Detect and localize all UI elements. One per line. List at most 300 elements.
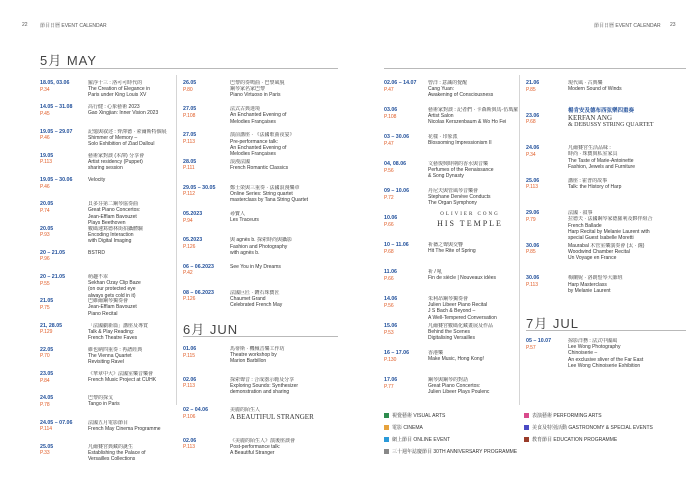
event-date: 24.05 [40, 395, 54, 402]
event-description [428, 242, 518, 254]
event-page-ref: P.113 [526, 184, 539, 191]
month-jun: 6月 JUN [183, 322, 239, 337]
event-page-ref: P.96 [40, 256, 50, 263]
event-date: 23.06 [526, 112, 540, 119]
event-description-line: The Vienna Quartet [88, 352, 132, 359]
event-entry [384, 377, 397, 390]
event-entry [183, 290, 214, 303]
event-description [428, 296, 518, 321]
event-date: 19.05 – 30.06 [40, 177, 73, 183]
event-page-ref: P.75 [40, 304, 50, 311]
event-date: 18.05, 03.06 [40, 80, 70, 86]
event-description-line: 梅蘭妮 · 洛朗豎琴大師班 [568, 275, 623, 282]
event-description-line: Chinoiserie – [568, 350, 598, 357]
event-description-line: Fashion and Photography [230, 243, 288, 250]
event-description [88, 201, 173, 226]
event-date: 30.06 [526, 242, 540, 249]
event-page-ref: P.108 [384, 113, 397, 120]
event-description [428, 377, 518, 396]
event-description [568, 210, 686, 241]
event-description-line: 貝多芬第二鋼琴協奏曲 [88, 201, 139, 208]
event-description [88, 444, 173, 463]
event-description-line: A Well-Tempered Conversation [428, 314, 497, 321]
event-entry [40, 347, 53, 360]
event-description-line: The Organ Symphony [428, 200, 477, 207]
event-description [230, 211, 335, 223]
jun-rule [183, 336, 338, 337]
event-date: 25.06 [526, 177, 540, 184]
event-date: 27.05 [183, 106, 197, 113]
event-description [88, 420, 173, 432]
event-entry [384, 242, 409, 255]
legend-performing-arts: 表演藝術 PERFORMING ARTS [524, 412, 602, 419]
event-entry [526, 243, 539, 256]
event-page-ref: P.129 [40, 329, 53, 335]
event-date: 29.05 – 30.05 [183, 184, 216, 191]
event-description-line: J S Bach & Beyond – [428, 308, 476, 315]
jul-rule [526, 330, 686, 331]
event-description-line: Stephane Denève Conducts [428, 194, 491, 201]
event-description-line: Maurabal 木管室樂演奏會 (太 · 鐘) [568, 242, 645, 249]
event-description-line: Marion Barbillon [230, 358, 267, 365]
event-description [568, 275, 686, 294]
event-description-line: Jean-Efflam Bavouzet [88, 304, 137, 311]
event-date: 02 – 04.06 [183, 407, 209, 413]
event-page-ref: P.126 [183, 243, 196, 250]
event-description-line: 法國巨匠 · 鑽石珠寶匠 [230, 289, 280, 296]
event-page-ref: P.74 [40, 207, 50, 214]
legend-visual-arts: 視覺藝術 VISUAL ARTS [384, 412, 445, 419]
event-description-line: Nicolas Kerszenbaum & Wo Ho Fei [428, 119, 507, 126]
event-description-line: 凡爾賽宮數碼化藏畫展及作品 [428, 323, 494, 329]
event-description-line: Melodies Françaises [230, 151, 276, 158]
event-description [428, 134, 518, 146]
header-title-left: 節目日曆 EVENT CALENDAR [40, 23, 107, 29]
event-description-line: Behind the Scenes [428, 329, 470, 336]
event-entry [384, 350, 409, 363]
event-entry [526, 338, 551, 351]
event-description-line: Velocity [88, 177, 106, 183]
event-date: 06 – 06.2023 [183, 263, 214, 270]
event-page-ref: P.68 [526, 119, 536, 126]
event-date: 03 – 30.06 [384, 134, 410, 140]
event-description [230, 290, 335, 309]
event-description-line: The Creation of Elegance in [88, 86, 150, 93]
event-description-line: 凡爾賽宮典藏的誕生 [88, 443, 134, 450]
visual-arts-icon [384, 413, 389, 418]
legend-cinema: 電影 CINEMA [384, 424, 423, 431]
event-date: 21.06 [526, 80, 540, 86]
event-page-ref: P.113 [40, 159, 53, 166]
event-entry [384, 215, 397, 228]
event-description-line: An Enchanted Evening of [230, 144, 287, 151]
event-page-ref: P.93 [40, 232, 50, 238]
cinema-icon [384, 425, 389, 430]
event-description-line: 鋼琴與鋼琴的對話 [428, 377, 469, 383]
event-entry [183, 185, 215, 198]
event-description-line: Post-performance talk: [230, 443, 281, 450]
event-date: 30.06 [526, 275, 540, 282]
event-page-ref: P.42 [183, 270, 193, 277]
legend-gastronomy: 美食及特別活動 GASTRONOMY & SPECIAL EVENTS [524, 424, 653, 431]
event-description-line: Lee Wong Photography [568, 344, 621, 351]
event-description-line: Lee Wong Chinoiserie Exhibition [568, 362, 641, 369]
event-entry [183, 264, 214, 277]
event-description [88, 226, 173, 245]
event-entry [40, 298, 53, 311]
event-description-line: sharing session [88, 165, 123, 172]
event-description [88, 153, 173, 172]
event-description [88, 298, 173, 317]
event-page-ref: P.80 [183, 86, 193, 93]
event-description-line: with Digital Imaging [88, 237, 132, 244]
event-entry [183, 106, 196, 119]
event-description-line: 維也納四重奏 : 再譜經典 [88, 346, 143, 353]
event-entry [183, 80, 196, 93]
event-description-line: Artist residency (Puppet) [88, 158, 143, 165]
event-entry [526, 275, 539, 288]
event-entry [526, 178, 539, 191]
event-page-ref: P.56 [384, 302, 394, 309]
event-description [88, 250, 173, 256]
event-description [88, 177, 173, 183]
event-description-line: Digitalising Versailles [428, 335, 475, 342]
event-description [88, 274, 173, 299]
event-entry [183, 159, 196, 172]
page-number-left: 22 [22, 22, 28, 28]
event-description-line: masterclass by Tana String Quartet [230, 197, 308, 204]
event-description-line: 時尚 · 珠寶與私室家具 [568, 151, 618, 158]
event-page-ref: P.46 [40, 135, 50, 141]
event-description-line: Julien Libeer Plays Poulenc [428, 389, 490, 396]
event-date: 19.05 – 29.07 [40, 128, 73, 135]
event-entry [526, 145, 539, 158]
event-description-line: 巴維爾鋼琴獨奏會 [88, 298, 129, 305]
month-jul: 7月 JUL [526, 316, 579, 331]
event-description-line: 文藝復興時期的香水與音樂 [428, 161, 489, 167]
event-page-ref: P.114 [40, 426, 53, 432]
event-description-line: Piano Recital [88, 310, 118, 317]
event-title-logo: A BEAUTIFUL STRANGER [230, 413, 314, 422]
event-description-line: 鋼琴家名家巴黎 [230, 86, 266, 93]
event-description-line: 高行健 : 心象藝術 2023 [88, 104, 140, 111]
event-description-line: 演前講座 · 《法國歌曲夜宴》 [230, 132, 295, 139]
event-description-line: 《華章中大》法國室樂音樂會 [88, 371, 154, 377]
event-date: 14.05 – 31.08 [40, 104, 73, 111]
event-entry [384, 107, 397, 120]
event-date: 10.06 [384, 215, 398, 221]
event-description [568, 178, 686, 190]
event-description [568, 145, 686, 170]
event-date: 01.06 [183, 346, 197, 352]
event-description [230, 132, 335, 157]
event-description [230, 185, 335, 204]
event-entry [526, 210, 539, 223]
event-description-line: Online Series: String quartet [230, 191, 293, 198]
event-date: 05 – 10.07 [526, 338, 552, 344]
event-description-line: Hit The Rite of Spring [428, 248, 476, 255]
event-page-ref: P.79 [526, 216, 536, 223]
month-may: 5月 MAY [40, 53, 98, 68]
event-entry [183, 407, 208, 420]
event-entry [384, 134, 409, 147]
event-description-line: The Taste of Marie-Antoinette [568, 157, 634, 164]
event-page-ref: P.78 [40, 401, 50, 408]
event-entry [384, 188, 409, 201]
event-description-line: by Melanie Laurent [568, 287, 611, 294]
event-description-line: 祈 / 吼 [428, 269, 443, 275]
event-description-line: French Romantic Classics [230, 164, 289, 171]
event-entry [183, 346, 196, 359]
event-description-line: Les Traceurs [230, 217, 259, 224]
event-page-ref: P.68 [384, 248, 394, 255]
event-entry [526, 80, 539, 93]
event-entry [40, 371, 53, 384]
event-description-line: 曾洋 : 意識的覺醒 [428, 80, 468, 86]
event-description [230, 377, 335, 396]
event-date: 04, 08.06 [384, 161, 407, 167]
event-description-line: Paris under King Louis XV [88, 92, 147, 99]
event-description-line: Solo Exhibition of Ziad Dalloul [88, 140, 155, 147]
event-description-line: Chaumet Grand [230, 295, 266, 302]
anniversary-icon [384, 449, 389, 454]
event-entry [40, 201, 53, 214]
event-description [230, 438, 335, 457]
event-description [428, 350, 518, 362]
event-date: 24.05 – 07.06 [40, 419, 73, 426]
online-event-icon [384, 437, 389, 442]
event-description-line: Talk: the History of Harp [568, 183, 622, 190]
event-page-ref: P.77 [384, 383, 394, 390]
event-page-ref: P.47 [384, 140, 394, 147]
event-date: 03.06 [384, 107, 398, 113]
event-description-line: Gao Xingjian: Inner Vision 2023 [88, 110, 159, 117]
event-description [428, 269, 518, 281]
event-description [88, 371, 173, 383]
event-description-line: 藝術家對談 (本澤) 分享會 [88, 152, 145, 159]
event-description-line: (on our protected eye [88, 286, 136, 293]
event-date: 23.05 [40, 371, 54, 377]
event-description [88, 395, 173, 407]
event-page-ref: P.34 [526, 151, 536, 158]
event-entry [40, 250, 65, 263]
event-page-ref: P.53 [384, 329, 394, 336]
event-description-line: Artist Salon [428, 113, 454, 120]
gastronomy-icon [524, 425, 529, 430]
event-date: 02.06 [183, 437, 197, 444]
event-description-line: 美麗的陌生人 [230, 407, 261, 413]
event-page-ref: P.113 [183, 138, 196, 145]
education-icon [524, 437, 529, 442]
event-description-line: 羅浮十三 : 洛可可時代的 [88, 80, 143, 86]
event-description-line: Awakening of Consciousness [428, 92, 494, 99]
event-description [88, 129, 173, 148]
event-description [428, 80, 518, 99]
event-page-ref: P.56 [384, 167, 394, 174]
event-date: 20 – 21.05 [40, 249, 66, 256]
event-page-ref: P.46 [40, 183, 50, 190]
event-description-line: always gets cold in it) [88, 292, 136, 299]
event-description-line: Perfumes of the Renaissance [428, 167, 494, 174]
event-entry [40, 420, 72, 433]
event-description [88, 323, 173, 342]
event-page-ref: P.66 [384, 275, 394, 282]
event-description [230, 159, 335, 171]
event-description-line: 與 agnès b. 探索時尚與攝影 [230, 237, 292, 244]
event-entry [40, 323, 62, 336]
event-date: 05.2023 [183, 237, 203, 244]
event-description-line: 「法國劇新篇」講座及導賞 [88, 322, 149, 329]
event-description-line: 祈禱之聲與交響 [428, 242, 464, 248]
event-date: 19.05 [40, 152, 54, 159]
event-description-line: An exclusive sliver of the Far East [568, 356, 644, 363]
event-date: 28.05 [183, 158, 197, 165]
event-page-ref: P.113 [183, 444, 196, 450]
event-description-line: 丹尼夫與管風琴音樂會 [428, 188, 479, 194]
event-date: 20 – 21.05 [40, 274, 66, 280]
event-date: 10 – 11.06 [384, 242, 409, 248]
event-description-line: special Guest Isabelle Moretti [568, 235, 634, 242]
event-description-line: Fashion, Jewels and Furniture [568, 163, 635, 170]
event-description-line: Harp Recital by Melanie Laurent with [568, 228, 650, 235]
event-description-line: Great Piano Concertos: [428, 383, 481, 390]
event-description-line: Jean-Efflam Bavouzet [88, 213, 137, 220]
event-description-line: BSTRD [88, 249, 105, 256]
event-description-line: Versailles Collections [88, 456, 136, 463]
event-description-line: A Beautiful Stranger [230, 449, 275, 456]
event-entry [40, 129, 72, 142]
event-description-line: 探索聲音 : 合成器示範及分享 [230, 376, 295, 383]
event-date: 27.05 [183, 132, 197, 139]
event-date: 11.06 [384, 269, 397, 275]
event-description-line: Great Piano Concertos: [88, 207, 141, 214]
event-date: 09 – 10.06 [384, 188, 410, 194]
page-number-right: 23 [670, 22, 676, 28]
event-description-line: Establishing the Palace of [88, 449, 146, 456]
event-entry [40, 395, 53, 408]
event-page-ref: P.34 [40, 86, 50, 93]
event-description-line: Plays Beethoven [88, 219, 126, 226]
event-description-line: 馬蒂斯 · 機械音樂工作坊 [230, 346, 285, 352]
event-page-ref: P.55 [40, 280, 50, 287]
event-description [88, 347, 173, 366]
event-page-ref: P.85 [526, 86, 536, 93]
event-description-line: demonstration and sharing [230, 388, 290, 395]
event-description-line: Make Music, Hong Kong! [428, 356, 484, 363]
event-description-line: French Ballade [568, 222, 602, 229]
event-entry [40, 226, 53, 239]
divider [176, 75, 177, 405]
event-entry [40, 104, 72, 117]
event-date: 29.06 [526, 210, 540, 217]
event-description-line: Revisiting Ravel [88, 359, 124, 366]
event-page-ref: P.85 [526, 249, 536, 256]
divider [519, 75, 520, 405]
event-entry [384, 269, 397, 282]
event-description [230, 237, 335, 256]
event-description [568, 80, 686, 92]
event-description-line: 法式古典迷境 [230, 106, 261, 113]
event-page-ref: P.126 [183, 296, 196, 303]
event-description-line: 法國 · 叙事 [568, 210, 593, 217]
event-description-line: Fin de siècle | Nouveaux idées [428, 275, 497, 282]
event-page-ref: P.57 [526, 344, 536, 351]
event-entry [183, 132, 196, 145]
event-description-line: Piano Virtuoso in Paris [230, 92, 281, 99]
event-description-line: 尋寶人 [230, 211, 246, 218]
event-page-ref: P.47 [384, 86, 394, 93]
event-entry [183, 211, 202, 224]
event-date: 21, 28.05 [40, 322, 63, 329]
event-description [428, 107, 518, 126]
event-date: 15.06 [384, 323, 398, 329]
event-description-line: Melodies Françaises [230, 118, 276, 125]
event-description [230, 407, 335, 421]
event-description-line: 香港樂 [428, 350, 444, 356]
event-entry [384, 296, 397, 309]
event-entry [183, 377, 196, 390]
event-description [230, 106, 335, 125]
event-description [230, 346, 335, 365]
event-description-line: 萌趣不乖 [88, 274, 109, 280]
event-description-line: Exploring Sounds: Synthesizer [230, 382, 299, 389]
event-description-line: 浪漫法國 [230, 158, 251, 165]
kerfan-ang-logo: 楊肯安及德布西弦樂四重奏 KERFAN ANG & DEBUSSY STRING QUARTET [568, 108, 654, 128]
event-date: 20.05 [40, 201, 54, 208]
event-entry [384, 161, 406, 174]
legend-anniversary: 三十週年誌慶節目 30TH ANNIVERSARY PROGRAMME [384, 448, 517, 455]
event-description-line: 巴黎的奏鳴曲 · 巴黎風貌 [230, 80, 285, 86]
event-description [88, 80, 173, 99]
event-page-ref: P.115 [183, 352, 196, 359]
event-description-line: Julien Libeer Piano Recital [428, 302, 488, 309]
event-description-line: Harp Masterclass [568, 281, 607, 288]
event-entry [384, 323, 397, 336]
event-page-ref: P.94 [183, 217, 193, 224]
event-description-line: 《美麗的陌生人》演後座談會 [230, 437, 296, 444]
event-date: 24.06 [526, 145, 540, 152]
legend-education: 教育節目 EDUCATION PROGRAMME [524, 436, 617, 443]
event-description-line: 法國五月電影節目 [88, 419, 129, 426]
event-page-ref: P.106 [183, 413, 196, 420]
event-description-line: 凡爾賽宮生活品味 : [568, 145, 611, 152]
event-description-line: Tango in Paris [88, 401, 120, 408]
event-description [230, 264, 335, 270]
event-page-ref: P.84 [40, 377, 50, 384]
event-description-line: 拉德夫 · 法國鋼琴家德羅利及夥伴組合 [568, 216, 653, 223]
event-description-line: Blossoming Impressionism II [428, 140, 492, 147]
event-date: 05.2023 [183, 211, 203, 218]
event-date: 14.06 [384, 296, 398, 302]
event-date: 02.06 – 14.07 [384, 80, 417, 86]
event-date: 25.05 [40, 443, 54, 450]
event-date: 26.05 [183, 80, 197, 86]
event-description-line: 數碼速寫德林街拍攝體驗 [88, 225, 144, 232]
event-page-ref: P.70 [40, 353, 50, 360]
event-page-ref: P.113 [526, 281, 539, 288]
event-description-line: Cang Yuan: [428, 86, 455, 93]
legend-online-event: 網上節目 ONLINE EVENT [384, 436, 450, 443]
event-description [568, 243, 686, 262]
event-description [88, 104, 173, 116]
event-page-ref: P.112 [183, 191, 196, 198]
event-description-line: 朱利昂鋼琴獨奏會 [428, 296, 469, 302]
event-description-line: Modern Sound of Winds [568, 86, 622, 93]
event-entry [40, 444, 53, 457]
event-date: 21.05 [40, 298, 54, 305]
event-description [428, 323, 518, 342]
event-description-line: 掠影洋務 : 法式中國風 [568, 338, 618, 344]
